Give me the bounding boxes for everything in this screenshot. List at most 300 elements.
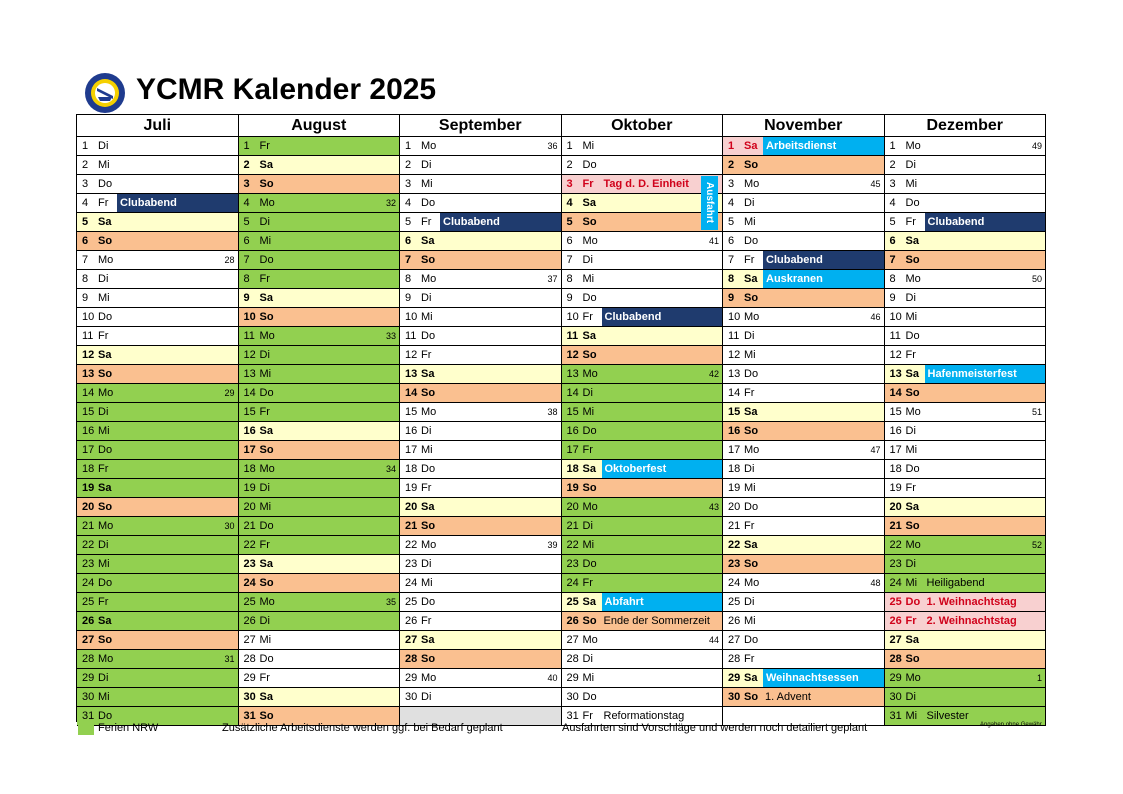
day-number: 26 bbox=[243, 615, 256, 627]
day-number: 20 bbox=[405, 501, 418, 513]
weekday: Sa bbox=[421, 501, 435, 513]
day-number: 18 bbox=[889, 463, 902, 475]
weekday: Do bbox=[259, 520, 274, 532]
day-number: 10 bbox=[889, 311, 902, 323]
weekday: Do bbox=[98, 577, 113, 589]
day-cell bbox=[77, 593, 239, 612]
day-note: Ende der Sommerzeit bbox=[603, 615, 710, 627]
weekday: Mo bbox=[582, 368, 598, 380]
weekday: Sa bbox=[98, 482, 112, 494]
day-cell bbox=[239, 631, 401, 650]
day-number: 26 bbox=[566, 615, 579, 627]
weekday: Fr bbox=[582, 178, 594, 190]
day-number: 25 bbox=[405, 596, 418, 608]
day-number: 27 bbox=[889, 634, 902, 646]
day-number: 14 bbox=[566, 387, 579, 399]
day-number: 15 bbox=[405, 406, 418, 418]
weekday: Di bbox=[98, 273, 109, 285]
day-number: 17 bbox=[243, 444, 256, 456]
day-number: 17 bbox=[728, 444, 741, 456]
day-cell bbox=[77, 536, 239, 555]
weekday: Do bbox=[744, 235, 759, 247]
day-number: 27 bbox=[405, 634, 418, 646]
day-cell bbox=[400, 156, 562, 175]
weekday: Di bbox=[98, 672, 109, 684]
weekday: Do bbox=[98, 178, 113, 190]
day-cell bbox=[239, 612, 401, 631]
weekday: Mi bbox=[421, 311, 433, 323]
day-cell bbox=[562, 536, 724, 555]
day-cell bbox=[77, 688, 239, 707]
day-cell bbox=[723, 156, 885, 175]
weekday: So bbox=[98, 235, 113, 247]
weekday: Sa bbox=[744, 406, 758, 418]
week-number: 48 bbox=[870, 578, 881, 588]
day-cell bbox=[562, 631, 724, 650]
week-number: 52 bbox=[1031, 540, 1042, 550]
weekday: So bbox=[259, 178, 274, 190]
day-cell bbox=[400, 384, 562, 403]
day-cell bbox=[723, 194, 885, 213]
day-number: 17 bbox=[566, 444, 579, 456]
day-cell bbox=[400, 403, 562, 422]
day-cell bbox=[400, 479, 562, 498]
day-cell bbox=[77, 194, 239, 213]
day-cell bbox=[562, 669, 724, 688]
day-note: Tag d. D. Einheit bbox=[603, 178, 689, 190]
day-cell bbox=[723, 479, 885, 498]
day-cell bbox=[723, 175, 885, 194]
day-cell bbox=[562, 213, 724, 232]
weekday: Do bbox=[905, 197, 920, 209]
weekday: Sa bbox=[582, 463, 596, 475]
weekday: Fr bbox=[421, 349, 432, 361]
day-cell bbox=[562, 688, 724, 707]
weekday: Fr bbox=[744, 520, 755, 532]
day-number: 4 bbox=[728, 197, 735, 209]
day-note: Heiligabend bbox=[926, 577, 985, 589]
day-cell bbox=[239, 156, 401, 175]
day-number: 5 bbox=[889, 216, 896, 228]
weekday: Mi bbox=[421, 577, 433, 589]
weekday: Fr bbox=[259, 273, 270, 285]
weekday: Do bbox=[582, 159, 597, 171]
event-label: Clubabend bbox=[925, 213, 1046, 231]
day-number: 18 bbox=[566, 463, 579, 475]
day-cell bbox=[885, 175, 1047, 194]
weekday: Di bbox=[744, 596, 755, 608]
week-number: 42 bbox=[708, 369, 719, 379]
day-cell bbox=[400, 137, 562, 156]
weekday: Sa bbox=[744, 672, 758, 684]
weekday: Mo bbox=[421, 140, 437, 152]
weekday: Do bbox=[421, 463, 436, 475]
day-number: 9 bbox=[405, 292, 412, 304]
weekday: Di bbox=[905, 425, 916, 437]
week-number: 39 bbox=[547, 540, 558, 550]
day-number: 25 bbox=[889, 596, 902, 608]
day-cell bbox=[723, 517, 885, 536]
weekday: So bbox=[744, 691, 759, 703]
day-number: 2 bbox=[728, 159, 735, 171]
day-cell bbox=[77, 669, 239, 688]
day-number: 4 bbox=[566, 197, 573, 209]
weekday: Di bbox=[259, 216, 270, 228]
day-number: 19 bbox=[405, 482, 418, 494]
day-number: 2 bbox=[82, 159, 89, 171]
day-cell bbox=[562, 384, 724, 403]
month-header: Oktober bbox=[562, 115, 724, 137]
day-cell bbox=[400, 441, 562, 460]
day-cell bbox=[723, 270, 885, 289]
weekday: Fr bbox=[582, 311, 593, 323]
week-number: 41 bbox=[708, 236, 719, 246]
day-number: 27 bbox=[243, 634, 256, 646]
weekday: So bbox=[259, 311, 274, 323]
day-cell bbox=[562, 270, 724, 289]
day-number: 9 bbox=[889, 292, 896, 304]
day-number: 22 bbox=[889, 539, 902, 551]
legend-label: Ferien NRW bbox=[98, 722, 159, 734]
day-number: 14 bbox=[243, 387, 256, 399]
weekday: Fr bbox=[744, 653, 755, 665]
weekday: Mi bbox=[98, 425, 110, 437]
day-cell bbox=[77, 403, 239, 422]
day-number: 2 bbox=[566, 159, 573, 171]
day-number: 11 bbox=[82, 330, 94, 342]
day-number: 20 bbox=[566, 501, 579, 513]
weekday: Mo bbox=[259, 330, 275, 342]
weekday: Do bbox=[744, 634, 759, 646]
day-number: 3 bbox=[566, 178, 573, 190]
day-cell bbox=[562, 441, 724, 460]
weekday: So bbox=[905, 254, 920, 266]
day-number: 21 bbox=[889, 520, 902, 532]
weekday: Mo bbox=[259, 596, 275, 608]
day-number: 15 bbox=[566, 406, 579, 418]
day-number: 26 bbox=[82, 615, 95, 627]
day-number: 21 bbox=[728, 520, 741, 532]
day-number: 9 bbox=[82, 292, 89, 304]
day-number: 22 bbox=[566, 539, 579, 551]
day-cell bbox=[239, 327, 401, 346]
weekday: Di bbox=[259, 615, 270, 627]
weekday: Fr bbox=[582, 577, 593, 589]
weekday: Mi bbox=[98, 691, 110, 703]
event-label: Weihnachtsessen bbox=[763, 669, 884, 687]
weekday: So bbox=[421, 520, 436, 532]
day-number: 3 bbox=[728, 178, 735, 190]
day-number: 8 bbox=[728, 273, 735, 285]
day-cell bbox=[239, 479, 401, 498]
day-number: 8 bbox=[82, 273, 89, 285]
day-cell bbox=[723, 669, 885, 688]
day-cell bbox=[562, 156, 724, 175]
day-number: 14 bbox=[889, 387, 902, 399]
day-number: 6 bbox=[889, 235, 896, 247]
day-cell bbox=[239, 688, 401, 707]
day-cell bbox=[885, 593, 1047, 612]
day-cell bbox=[77, 612, 239, 631]
weekday: Sa bbox=[421, 235, 435, 247]
day-cell bbox=[723, 593, 885, 612]
day-number: 23 bbox=[405, 558, 418, 570]
weekday: Mo bbox=[744, 577, 760, 589]
day-cell bbox=[562, 422, 724, 441]
day-number: 19 bbox=[889, 482, 902, 494]
day-number: 9 bbox=[243, 292, 250, 304]
weekday: Mo bbox=[905, 140, 921, 152]
day-number: 13 bbox=[889, 368, 902, 380]
day-number: 21 bbox=[405, 520, 418, 532]
day-number: 23 bbox=[243, 558, 256, 570]
calendar-grid bbox=[76, 114, 1046, 722]
weekday: Sa bbox=[421, 368, 435, 380]
club-logo bbox=[84, 72, 126, 114]
day-cell bbox=[885, 403, 1047, 422]
note-gewaehr: Angaben ohne Gewähr bbox=[980, 722, 1042, 728]
day-number: 12 bbox=[566, 349, 579, 361]
week-number: 49 bbox=[1031, 141, 1042, 151]
weekday: Mo bbox=[98, 520, 114, 532]
day-cell bbox=[562, 555, 724, 574]
day-number: 19 bbox=[728, 482, 741, 494]
weekday: Mi bbox=[98, 159, 110, 171]
day-cell bbox=[400, 498, 562, 517]
day-cell bbox=[239, 517, 401, 536]
day-cell bbox=[723, 422, 885, 441]
weekday: Mi bbox=[744, 482, 756, 494]
day-number: 11 bbox=[405, 330, 417, 342]
day-cell bbox=[885, 669, 1047, 688]
day-number: 16 bbox=[566, 425, 579, 437]
day-cell bbox=[400, 213, 562, 232]
weekday: Fr bbox=[421, 482, 432, 494]
day-cell bbox=[77, 460, 239, 479]
weekday: So bbox=[421, 387, 436, 399]
day-number: 12 bbox=[728, 349, 741, 361]
weekday: Di bbox=[98, 539, 109, 551]
weekday: Di bbox=[421, 691, 432, 703]
day-cell bbox=[400, 289, 562, 308]
weekday: Do bbox=[582, 691, 597, 703]
day-number: 20 bbox=[889, 501, 902, 513]
weekday: So bbox=[259, 710, 274, 722]
weekday: Fr bbox=[744, 254, 755, 266]
day-number: 7 bbox=[243, 254, 250, 266]
day-number: 12 bbox=[889, 349, 902, 361]
weekday: Do bbox=[259, 254, 274, 266]
day-number: 18 bbox=[728, 463, 741, 475]
day-cell bbox=[723, 688, 885, 707]
week-number: 50 bbox=[1031, 274, 1042, 284]
day-number: 13 bbox=[243, 368, 256, 380]
day-cell bbox=[885, 631, 1047, 650]
weekday: Do bbox=[905, 330, 920, 342]
weekday: Do bbox=[259, 653, 274, 665]
day-cell bbox=[400, 346, 562, 365]
day-note: Silvester bbox=[926, 710, 969, 722]
weekday: Di bbox=[421, 159, 432, 171]
day-number: 10 bbox=[566, 311, 579, 323]
day-number: 24 bbox=[243, 577, 256, 589]
day-note: 2. Weihnachtstag bbox=[926, 615, 1017, 627]
day-number: 30 bbox=[728, 691, 741, 703]
day-cell bbox=[400, 232, 562, 251]
weekday: So bbox=[582, 216, 597, 228]
day-number: 9 bbox=[728, 292, 735, 304]
day-number: 22 bbox=[405, 539, 418, 551]
day-cell bbox=[885, 308, 1047, 327]
weekday: Fr bbox=[744, 387, 755, 399]
day-number: 10 bbox=[82, 311, 95, 323]
week-number: 36 bbox=[547, 141, 558, 151]
weekday: Di bbox=[582, 653, 593, 665]
day-number: 19 bbox=[82, 482, 95, 494]
day-number: 29 bbox=[243, 672, 256, 684]
event-label: Auskranen bbox=[763, 270, 884, 288]
weekday: So bbox=[905, 653, 920, 665]
day-cell bbox=[885, 422, 1047, 441]
weekday: Do bbox=[98, 311, 113, 323]
day-cell bbox=[885, 156, 1047, 175]
weekday: Mi bbox=[582, 539, 595, 551]
day-cell bbox=[562, 365, 724, 384]
day-number: 9 bbox=[566, 292, 573, 304]
weekday: Sa bbox=[259, 292, 273, 304]
day-cell bbox=[562, 251, 724, 270]
day-number: 3 bbox=[82, 178, 89, 190]
weekday: Mo bbox=[98, 653, 114, 665]
weekday: Mi bbox=[744, 615, 756, 627]
day-number: 30 bbox=[82, 691, 95, 703]
event-label: Arbeitsdienst bbox=[763, 137, 884, 155]
footer bbox=[0, 722, 1123, 736]
week-number: 32 bbox=[385, 198, 396, 208]
day-number: 1 bbox=[728, 140, 735, 152]
weekday: Di bbox=[744, 330, 755, 342]
weekday: Mo bbox=[744, 178, 760, 190]
weekday: Mi bbox=[98, 558, 110, 570]
weekday: So bbox=[259, 444, 274, 456]
day-number: 11 bbox=[243, 330, 255, 342]
weekday: Fr bbox=[905, 482, 916, 494]
day-number: 11 bbox=[566, 330, 579, 342]
week-number: 46 bbox=[870, 312, 881, 322]
day-number: 1 bbox=[566, 140, 573, 152]
weekday: Mi bbox=[744, 216, 756, 228]
weekday: Fr bbox=[582, 444, 593, 456]
weekday: Fr bbox=[421, 615, 432, 627]
weekday: Do bbox=[582, 292, 597, 304]
day-number: 18 bbox=[405, 463, 418, 475]
day-number: 11 bbox=[728, 330, 740, 342]
day-cell bbox=[77, 346, 239, 365]
weekday: Sa bbox=[259, 425, 273, 437]
weekday: Fr bbox=[905, 349, 916, 361]
weekday: Mi bbox=[421, 444, 433, 456]
day-cell bbox=[562, 327, 724, 346]
day-number: 29 bbox=[82, 672, 95, 684]
weekday: So bbox=[582, 615, 597, 627]
day-number: 25 bbox=[82, 596, 95, 608]
day-number: 30 bbox=[405, 691, 418, 703]
day-cell bbox=[239, 403, 401, 422]
weekday: Sa bbox=[905, 235, 919, 247]
week-number: 34 bbox=[385, 464, 396, 474]
day-number: 2 bbox=[889, 159, 896, 171]
weekday: Fr bbox=[98, 463, 109, 475]
weekday: Fr bbox=[582, 710, 593, 722]
day-cell bbox=[77, 156, 239, 175]
legend-swatch-ferien bbox=[78, 723, 94, 735]
day-cell bbox=[400, 593, 562, 612]
day-number: 30 bbox=[243, 691, 256, 703]
day-number: 21 bbox=[566, 520, 579, 532]
weekday: Mi bbox=[582, 273, 595, 285]
day-cell bbox=[723, 574, 885, 593]
weekday: Mo bbox=[582, 634, 598, 646]
day-number: 4 bbox=[82, 197, 89, 209]
day-number: 20 bbox=[728, 501, 741, 513]
day-cell bbox=[562, 479, 724, 498]
weekday: Do bbox=[744, 368, 759, 380]
day-number: 17 bbox=[82, 444, 95, 456]
weekday: So bbox=[98, 368, 113, 380]
weekday: Do bbox=[98, 710, 113, 722]
weekday: Mo bbox=[421, 539, 437, 551]
note-ausfahrten: Ausfahrten sind Vorschläge und werden noch detailiert geplant bbox=[562, 722, 868, 734]
day-number: 24 bbox=[566, 577, 579, 589]
day-cell bbox=[400, 631, 562, 650]
weekday: Mo bbox=[98, 254, 114, 266]
day-number: 6 bbox=[243, 235, 250, 247]
day-cell bbox=[77, 308, 239, 327]
day-number: 16 bbox=[82, 425, 95, 437]
month-header: September bbox=[400, 115, 562, 137]
day-cell bbox=[562, 574, 724, 593]
day-cell bbox=[400, 251, 562, 270]
day-number: 7 bbox=[82, 254, 89, 266]
day-cell bbox=[77, 270, 239, 289]
day-cell bbox=[885, 270, 1047, 289]
weekday: Sa bbox=[259, 159, 273, 171]
weekday: Fr bbox=[259, 672, 270, 684]
day-cell bbox=[239, 498, 401, 517]
day-number: 3 bbox=[243, 178, 250, 190]
day-number: 18 bbox=[243, 463, 256, 475]
weekday: Mi bbox=[98, 292, 110, 304]
weekday: Mi bbox=[582, 140, 595, 152]
day-cell bbox=[885, 498, 1047, 517]
day-number: 24 bbox=[889, 577, 902, 589]
weekday: Do bbox=[905, 596, 921, 608]
day-number: 18 bbox=[82, 463, 95, 475]
day-cell bbox=[723, 251, 885, 270]
weekday: Do bbox=[582, 558, 597, 570]
day-number: 15 bbox=[728, 406, 741, 418]
week-number: 35 bbox=[385, 597, 396, 607]
day-cell bbox=[885, 650, 1047, 669]
weekday: Do bbox=[582, 425, 597, 437]
day-number: 1 bbox=[405, 140, 412, 152]
month-header: Juli bbox=[77, 115, 239, 137]
day-cell bbox=[77, 631, 239, 650]
weekday: Mo bbox=[421, 406, 437, 418]
weekday: So bbox=[582, 482, 597, 494]
day-number: 4 bbox=[405, 197, 412, 209]
day-number: 12 bbox=[82, 349, 95, 361]
